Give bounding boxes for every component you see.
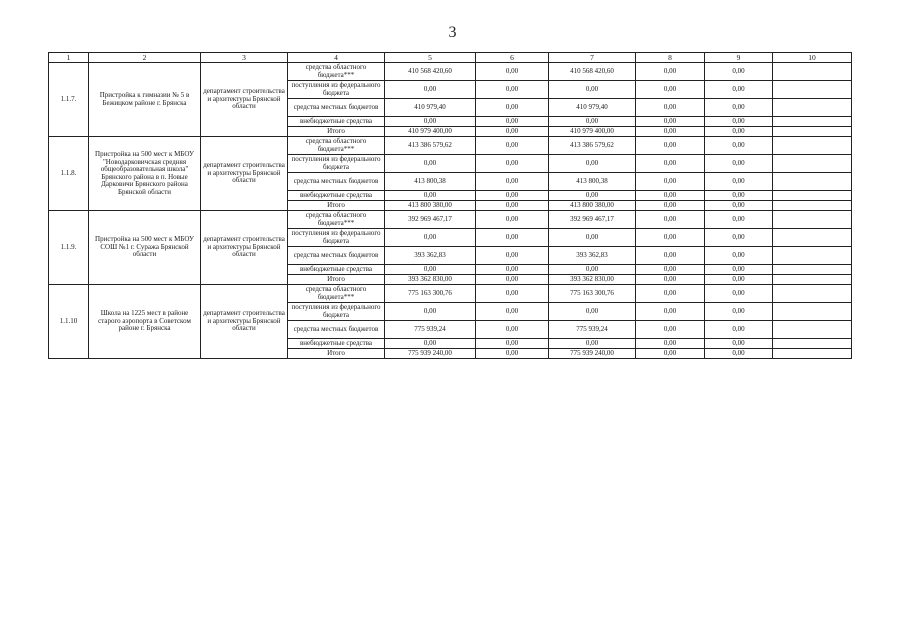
column-header: 10 — [773, 53, 852, 63]
table-row — [49, 63, 852, 81]
amount-cell-8: 0,00 — [636, 275, 705, 285]
amount-cell-6: 0,00 — [476, 99, 549, 117]
object-name: Школа на 1225 мест в районе старого аэропорта в Советском районе г. Брянска — [89, 285, 201, 359]
amount-cell-9: 0,00 — [705, 63, 773, 81]
amount-cell-8: 0,00 — [636, 229, 705, 247]
amount-cell-10 — [773, 211, 852, 229]
amount-cell-9: 0,00 — [705, 229, 773, 247]
amount-cell-6: 0,00 — [476, 275, 549, 285]
amount-cell-9: 0,00 — [705, 173, 773, 191]
amount-cell-7: 393 362 830,00 — [549, 275, 636, 285]
amount-cell-9: 0,00 — [705, 285, 773, 303]
amount-cell-7: 775 163 300,76 — [549, 285, 636, 303]
amount-cell-6: 0,00 — [476, 247, 549, 265]
table-row — [49, 137, 852, 155]
amount-cell-10 — [773, 303, 852, 321]
amount-cell-6: 0,00 — [476, 191, 549, 201]
amount-cell-7: 775 939,24 — [549, 321, 636, 339]
amount-cell-10 — [773, 229, 852, 247]
amount-cell-8: 0,00 — [636, 247, 705, 265]
amount-cell-9: 0,00 — [705, 127, 773, 137]
funding-source: внебюджетные средства — [288, 265, 385, 275]
amount-cell-5: 0,00 — [385, 117, 476, 127]
amount-cell-7: 0,00 — [549, 191, 636, 201]
column-header: 1 — [49, 53, 89, 63]
amount-cell-10 — [773, 99, 852, 117]
funding-source: поступления из федерального бюджета — [288, 229, 385, 247]
object-name: Пристройка на 500 мест к МБОУ СОШ №1 г. Суража Брянской области — [89, 211, 201, 285]
amount-cell-9: 0,00 — [705, 265, 773, 275]
amount-cell-6: 0,00 — [476, 81, 549, 99]
amount-cell-10 — [773, 275, 852, 285]
amount-cell-5: 0,00 — [385, 81, 476, 99]
column-header: 8 — [636, 53, 705, 63]
column-header: 3 — [201, 53, 288, 63]
budget-table — [48, 52, 852, 359]
amount-cell-5: 393 362 830,00 — [385, 275, 476, 285]
object-name: Пристройка к гимназии № 5 в Бежицком районе г. Брянска — [89, 63, 201, 137]
amount-cell-6: 0,00 — [476, 137, 549, 155]
amount-cell-7: 392 969 467,17 — [549, 211, 636, 229]
amount-cell-6: 0,00 — [476, 201, 549, 211]
amount-cell-8: 0,00 — [636, 99, 705, 117]
amount-cell-10 — [773, 349, 852, 359]
amount-cell-7: 0,00 — [549, 265, 636, 275]
amount-cell-5: 0,00 — [385, 155, 476, 173]
amount-cell-7: 0,00 — [549, 117, 636, 127]
amount-cell-10 — [773, 247, 852, 265]
amount-cell-5: 0,00 — [385, 339, 476, 349]
amount-cell-6: 0,00 — [476, 211, 549, 229]
amount-cell-10 — [773, 155, 852, 173]
funding-source: средства областного бюджета*** — [288, 211, 385, 229]
item-number: 1.1.10 — [49, 285, 89, 359]
amount-cell-6: 0,00 — [476, 303, 549, 321]
funding-source: средства областного бюджета*** — [288, 63, 385, 81]
amount-cell-10 — [773, 265, 852, 275]
amount-cell-6: 0,00 — [476, 265, 549, 275]
amount-cell-7: 0,00 — [549, 339, 636, 349]
amount-cell-8: 0,00 — [636, 339, 705, 349]
amount-cell-6: 0,00 — [476, 155, 549, 173]
column-header: 6 — [476, 53, 549, 63]
amount-cell-5: 0,00 — [385, 303, 476, 321]
amount-cell-8: 0,00 — [636, 265, 705, 275]
amount-cell-9: 0,00 — [705, 99, 773, 117]
amount-cell-10 — [773, 201, 852, 211]
funding-source: поступления из федерального бюджета — [288, 81, 385, 99]
amount-cell-6: 0,00 — [476, 285, 549, 303]
column-header: 4 — [288, 53, 385, 63]
amount-cell-9: 0,00 — [705, 117, 773, 127]
amount-cell-7: 410 979,40 — [549, 99, 636, 117]
column-header: 7 — [549, 53, 636, 63]
funding-source: Итого — [288, 349, 385, 359]
amount-cell-6: 0,00 — [476, 117, 549, 127]
column-header: 9 — [705, 53, 773, 63]
responsible-department: департамент строительства и архитектуры Брянской области — [201, 285, 288, 359]
amount-cell-7: 413 800,38 — [549, 173, 636, 191]
amount-cell-6: 0,00 — [476, 173, 549, 191]
amount-cell-7: 410 568 420,60 — [549, 63, 636, 81]
amount-cell-5: 0,00 — [385, 265, 476, 275]
amount-cell-5: 775 939,24 — [385, 321, 476, 339]
funding-source: Итого — [288, 201, 385, 211]
amount-cell-8: 0,00 — [636, 285, 705, 303]
amount-cell-8: 0,00 — [636, 137, 705, 155]
amount-cell-5: 392 969 467,17 — [385, 211, 476, 229]
amount-cell-7: 0,00 — [549, 155, 636, 173]
responsible-department: департамент строительства и архитектуры Брянской области — [201, 211, 288, 285]
funding-source: поступления из федерального бюджета — [288, 303, 385, 321]
funding-source: внебюджетные средства — [288, 117, 385, 127]
amount-cell-8: 0,00 — [636, 127, 705, 137]
object-name: Пристройка на 500 мест к МБОУ "Новодарковичская средняя общеобразовательная школа" Брянского района в п. Новые Дарковичи Брянского района Брянской области — [89, 137, 201, 211]
item-number: 1.1.9. — [49, 211, 89, 285]
amount-cell-7: 0,00 — [549, 81, 636, 99]
amount-cell-10 — [773, 127, 852, 137]
responsible-department: департамент строительства и архитектуры Брянской области — [201, 63, 288, 137]
amount-cell-5: 410 568 420,60 — [385, 63, 476, 81]
funding-source: средства местных бюджетов — [288, 247, 385, 265]
amount-cell-9: 0,00 — [705, 275, 773, 285]
amount-cell-9: 0,00 — [705, 137, 773, 155]
amount-cell-7: 0,00 — [549, 303, 636, 321]
amount-cell-8: 0,00 — [636, 81, 705, 99]
amount-cell-10 — [773, 137, 852, 155]
funding-source: внебюджетные средства — [288, 339, 385, 349]
amount-cell-7: 413 800 380,00 — [549, 201, 636, 211]
amount-cell-5: 393 362,83 — [385, 247, 476, 265]
funding-source: средства областного бюджета*** — [288, 285, 385, 303]
amount-cell-8: 0,00 — [636, 303, 705, 321]
table-row — [49, 285, 852, 303]
page-number: 3 — [448, 24, 457, 41]
amount-cell-6: 0,00 — [476, 127, 549, 137]
item-number: 1.1.7. — [49, 63, 89, 137]
amount-cell-10 — [773, 285, 852, 303]
amount-cell-7: 410 979 400,00 — [549, 127, 636, 137]
funding-source: средства местных бюджетов — [288, 321, 385, 339]
amount-cell-9: 0,00 — [705, 349, 773, 359]
amount-cell-7: 413 386 579,62 — [549, 137, 636, 155]
amount-cell-10 — [773, 63, 852, 81]
amount-cell-8: 0,00 — [636, 201, 705, 211]
responsible-department: департамент строительства и архитектуры Брянской области — [201, 137, 288, 211]
funding-source: Итого — [288, 275, 385, 285]
amount-cell-8: 0,00 — [636, 63, 705, 81]
amount-cell-10 — [773, 339, 852, 349]
amount-cell-10 — [773, 321, 852, 339]
amount-cell-5: 775 163 300,76 — [385, 285, 476, 303]
amount-cell-5: 775 939 240,00 — [385, 349, 476, 359]
amount-cell-7: 393 362,83 — [549, 247, 636, 265]
column-number-row — [49, 53, 852, 63]
table-body — [49, 63, 852, 359]
amount-cell-5: 413 386 579,62 — [385, 137, 476, 155]
amount-cell-9: 0,00 — [705, 321, 773, 339]
amount-cell-9: 0,00 — [705, 155, 773, 173]
amount-cell-10 — [773, 117, 852, 127]
amount-cell-8: 0,00 — [636, 211, 705, 229]
amount-cell-5: 410 979 400,00 — [385, 127, 476, 137]
funding-source: поступления из федерального бюджета — [288, 155, 385, 173]
amount-cell-5: 0,00 — [385, 191, 476, 201]
amount-cell-8: 0,00 — [636, 349, 705, 359]
amount-cell-6: 0,00 — [476, 339, 549, 349]
funding-source: средства местных бюджетов — [288, 173, 385, 191]
amount-cell-7: 0,00 — [549, 229, 636, 247]
amount-cell-5: 410 979,40 — [385, 99, 476, 117]
amount-cell-7: 775 939 240,00 — [549, 349, 636, 359]
amount-cell-6: 0,00 — [476, 63, 549, 81]
amount-cell-9: 0,00 — [705, 81, 773, 99]
amount-cell-6: 0,00 — [476, 321, 549, 339]
amount-cell-5: 413 800,38 — [385, 173, 476, 191]
amount-cell-8: 0,00 — [636, 117, 705, 127]
amount-cell-8: 0,00 — [636, 173, 705, 191]
amount-cell-9: 0,00 — [705, 211, 773, 229]
funding-source: внебюджетные средства — [288, 191, 385, 201]
amount-cell-9: 0,00 — [705, 339, 773, 349]
column-header: 5 — [385, 53, 476, 63]
amount-cell-5: 0,00 — [385, 229, 476, 247]
amount-cell-9: 0,00 — [705, 247, 773, 265]
amount-cell-8: 0,00 — [636, 321, 705, 339]
amount-cell-9: 0,00 — [705, 191, 773, 201]
amount-cell-10 — [773, 173, 852, 191]
amount-cell-8: 0,00 — [636, 191, 705, 201]
column-header: 2 — [89, 53, 201, 63]
amount-cell-6: 0,00 — [476, 229, 549, 247]
amount-cell-8: 0,00 — [636, 155, 705, 173]
amount-cell-9: 0,00 — [705, 303, 773, 321]
amount-cell-10 — [773, 81, 852, 99]
item-number: 1.1.8. — [49, 137, 89, 211]
funding-source: средства областного бюджета*** — [288, 137, 385, 155]
amount-cell-9: 0,00 — [705, 201, 773, 211]
amount-cell-5: 413 800 380,00 — [385, 201, 476, 211]
table-row — [49, 211, 852, 229]
funding-source: Итого — [288, 127, 385, 137]
funding-source: средства местных бюджетов — [288, 99, 385, 117]
amount-cell-6: 0,00 — [476, 349, 549, 359]
amount-cell-10 — [773, 191, 852, 201]
